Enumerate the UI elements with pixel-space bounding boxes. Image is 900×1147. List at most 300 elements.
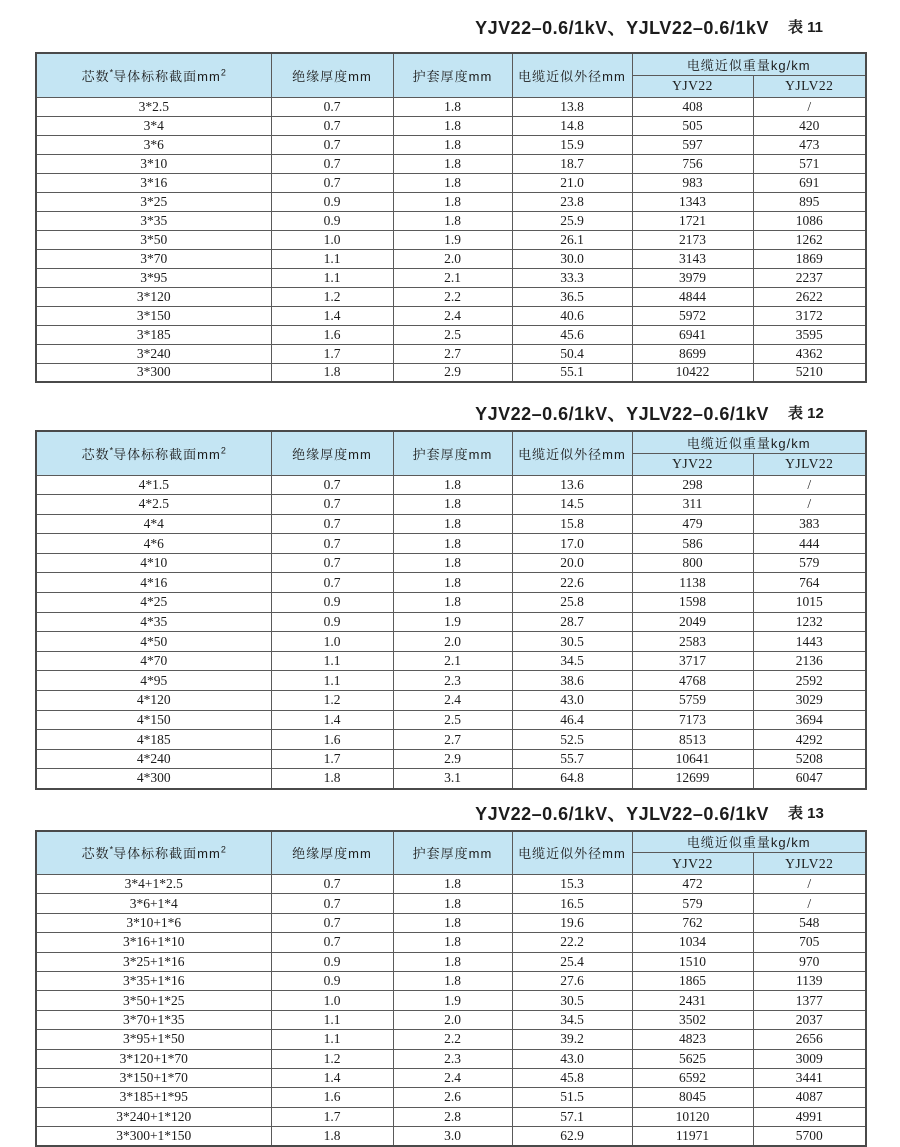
table-row: [36, 154, 866, 173]
table-cell: 764: [753, 573, 866, 593]
table-cell: 0.7: [271, 495, 393, 515]
table-section-13: [0, 800, 900, 1147]
table-cell: /: [753, 875, 866, 894]
table-cell: 3*35+1*16: [36, 971, 271, 990]
table-cell: 2.0: [393, 632, 512, 652]
table-cell: 3143: [632, 249, 753, 268]
table-row: [36, 1107, 866, 1126]
title-row: [0, 14, 900, 36]
table-cell: 1.2: [271, 691, 393, 711]
table-cell: 0.7: [271, 534, 393, 554]
table-row: [36, 135, 866, 154]
table-row: [36, 1030, 866, 1049]
table-cell: 27.6: [512, 971, 632, 990]
table-cell: 420: [753, 116, 866, 135]
table-cell: 0.7: [271, 553, 393, 573]
table-cell: 10120: [632, 1107, 753, 1126]
header-yjlv22: YJLV22: [753, 853, 866, 875]
table-cell: 3*25: [36, 192, 271, 211]
table-cell: 17.0: [512, 534, 632, 554]
table-cell: 383: [753, 514, 866, 534]
table-row: [36, 1049, 866, 1068]
table-cell: 1.6: [271, 730, 393, 750]
table-row: [36, 913, 866, 932]
table-cell: 3502: [632, 1010, 753, 1029]
table-cell: 2.7: [393, 730, 512, 750]
table-cell: 4*2.5: [36, 495, 271, 515]
table-row: [36, 671, 866, 691]
table-cell: 2.7: [393, 344, 512, 363]
table-cell: 45.6: [512, 325, 632, 344]
table-row: [36, 192, 866, 211]
table-cell: 0.9: [271, 971, 393, 990]
table-cell: 8045: [632, 1088, 753, 1107]
table-cell: 3*16+1*10: [36, 933, 271, 952]
table-cell: 0.7: [271, 116, 393, 135]
table-cell: 4*10: [36, 553, 271, 573]
table-row: [36, 749, 866, 769]
table-cell: 13.6: [512, 475, 632, 495]
table-cell: 1015: [753, 593, 866, 613]
table-cell: 34.5: [512, 1010, 632, 1029]
table-cell: 1.8: [393, 97, 512, 116]
table-cell: 2.3: [393, 1049, 512, 1068]
table-cell: 0.7: [271, 894, 393, 913]
table-cell: /: [753, 894, 866, 913]
table-row: [36, 344, 866, 363]
table-cell: 1.8: [393, 514, 512, 534]
table-cell: 0.9: [271, 952, 393, 971]
table-cell: 1.0: [271, 991, 393, 1010]
table-cell: 1.7: [271, 344, 393, 363]
table-cell: 3*185+1*95: [36, 1088, 271, 1107]
table-cell: 1.8: [393, 553, 512, 573]
table-cell: 18.7: [512, 154, 632, 173]
table-cell: 0.7: [271, 875, 393, 894]
table-cell: 579: [753, 553, 866, 573]
table-cell: 3694: [753, 710, 866, 730]
table-cell: 597: [632, 135, 753, 154]
table-row: [36, 991, 866, 1010]
table-row: [36, 249, 866, 268]
table-cell: 762: [632, 913, 753, 932]
table-cell: 3*95+1*50: [36, 1030, 271, 1049]
table-cell: 4*185: [36, 730, 271, 750]
table-cell: 1.1: [271, 651, 393, 671]
cable-spec-table-13: [35, 830, 867, 1147]
table-cell: 691: [753, 173, 866, 192]
table-cell: 55.1: [512, 363, 632, 382]
table-cell: 1.8: [393, 173, 512, 192]
table-cell: 479: [632, 514, 753, 534]
table-cell: 5210: [753, 363, 866, 382]
table-cell: 21.0: [512, 173, 632, 192]
table-cell: 46.4: [512, 710, 632, 730]
table-row: [36, 173, 866, 192]
table-cell: 3*120+1*70: [36, 1049, 271, 1068]
table-cell: 298: [632, 475, 753, 495]
table-cell: 57.1: [512, 1107, 632, 1126]
table-cell: 4*95: [36, 671, 271, 691]
table-cell: 756: [632, 154, 753, 173]
table-cell: 10641: [632, 749, 753, 769]
table-cell: 3*240+1*120: [36, 1107, 271, 1126]
table-row: [36, 116, 866, 135]
table-cell: 1598: [632, 593, 753, 613]
table-cell: 0.9: [271, 593, 393, 613]
header-weight-group: 电缆近似重量kg/km: [632, 431, 866, 453]
table-cell: 4362: [753, 344, 866, 363]
table-cell: 3*240: [36, 344, 271, 363]
table-cell: 1.8: [393, 971, 512, 990]
table-cell: 3*25+1*16: [36, 952, 271, 971]
table-cell: 571: [753, 154, 866, 173]
table-cell: 0.7: [271, 514, 393, 534]
table-cell: 43.0: [512, 691, 632, 711]
table-row: [36, 952, 866, 971]
table-cell: 6047: [753, 769, 866, 789]
table-cell: 1721: [632, 211, 753, 230]
table-cell: 1443: [753, 632, 866, 652]
table-cell: 1.2: [271, 287, 393, 306]
page-title: YJV22–0.6/1kV、YJLV22–0.6/1kV: [475, 803, 769, 824]
header-weight-group: 电缆近似重量kg/km: [632, 831, 866, 853]
table-cell: 3*185: [36, 325, 271, 344]
table-cell: 5625: [632, 1049, 753, 1068]
table-row: [36, 475, 866, 495]
table-cell: 2656: [753, 1030, 866, 1049]
table-cell: 1.8: [393, 593, 512, 613]
table-row: [36, 730, 866, 750]
table-cell: 4844: [632, 287, 753, 306]
table-cell: 800: [632, 553, 753, 573]
table-cell: 1262: [753, 230, 866, 249]
table-cell: 51.5: [512, 1088, 632, 1107]
table-cell: 1.8: [393, 573, 512, 593]
table-cell: 5208: [753, 749, 866, 769]
table-row: [36, 769, 866, 789]
table-cell: 50.4: [512, 344, 632, 363]
table-cell: 2.1: [393, 268, 512, 287]
table-row: [36, 593, 866, 613]
table-cell: 6941: [632, 325, 753, 344]
header-core-section: 芯数*导体标称截面$mm^2$: [36, 831, 271, 875]
table-cell: 1.1: [271, 671, 393, 691]
table-cell: 5759: [632, 691, 753, 711]
table-cell: 705: [753, 933, 866, 952]
table-row: [36, 534, 866, 554]
table-cell: 5972: [632, 306, 753, 325]
table-cell: 3*150+1*70: [36, 1068, 271, 1087]
table-cell: 55.7: [512, 749, 632, 769]
header-yjlv22: YJLV22: [753, 453, 866, 475]
table-cell: 2.5: [393, 710, 512, 730]
table-cell: 1.0: [271, 632, 393, 652]
table-cell: 13.8: [512, 97, 632, 116]
table-cell: 1.6: [271, 325, 393, 344]
table-cell: 3*35: [36, 211, 271, 230]
table-cell: 1.1: [271, 1010, 393, 1029]
table-row: [36, 875, 866, 894]
table-cell: 3*6: [36, 135, 271, 154]
header-yjlv22: YJLV22: [753, 75, 866, 97]
table-cell: 1.8: [393, 135, 512, 154]
table-cell: 3*2.5: [36, 97, 271, 116]
table-cell: 3009: [753, 1049, 866, 1068]
table-cell: 3*10: [36, 154, 271, 173]
table-cell: 0.7: [271, 173, 393, 192]
table-cell: 1.4: [271, 710, 393, 730]
table-cell: 4768: [632, 671, 753, 691]
table-cell: 1.0: [271, 230, 393, 249]
table-cell: 1.6: [271, 1088, 393, 1107]
table-cell: 39.2: [512, 1030, 632, 1049]
table-cell: 1.1: [271, 268, 393, 287]
table-cell: 3*300: [36, 363, 271, 382]
table-cell: 8699: [632, 344, 753, 363]
table-cell: 1.4: [271, 306, 393, 325]
table-row: [36, 97, 866, 116]
table-row: [36, 1068, 866, 1087]
table-row: [36, 1010, 866, 1029]
header-yjv22: YJV22: [632, 75, 753, 97]
table-cell: 14.8: [512, 116, 632, 135]
table-cell: 1.8: [393, 894, 512, 913]
table-cell: 579: [632, 894, 753, 913]
table-cell: 2592: [753, 671, 866, 691]
table-cell: 2.4: [393, 306, 512, 325]
header-sheath-thickness: 护套厚度mm: [393, 831, 512, 875]
table-cell: 2431: [632, 991, 753, 1010]
table-cell: 2.4: [393, 1068, 512, 1087]
table-cell: 2.0: [393, 1010, 512, 1029]
table-cell: 0.9: [271, 192, 393, 211]
table-cell: 1.7: [271, 749, 393, 769]
table-section-12: [0, 400, 900, 790]
table-cell: 0.7: [271, 573, 393, 593]
table-body: [36, 875, 866, 1146]
table-cell: 4*6: [36, 534, 271, 554]
table-cell: 0.9: [271, 211, 393, 230]
table-cell: 2622: [753, 287, 866, 306]
table-cell: 2.2: [393, 1030, 512, 1049]
table-row: [36, 211, 866, 230]
table-cell: 1034: [632, 933, 753, 952]
table-cell: 45.8: [512, 1068, 632, 1087]
table-cell: 3.1: [393, 769, 512, 789]
table-cell: 3*4: [36, 116, 271, 135]
table-row: [36, 268, 866, 287]
table-cell: 1.8: [393, 211, 512, 230]
table-cell: 4*120: [36, 691, 271, 711]
table-cell: 3*150: [36, 306, 271, 325]
table-section-11: [0, 14, 900, 383]
table-cell: 3*70+1*35: [36, 1010, 271, 1029]
table-cell: 3595: [753, 325, 866, 344]
table-cell: 0.7: [271, 135, 393, 154]
table-cell: 983: [632, 173, 753, 192]
table-cell: 25.4: [512, 952, 632, 971]
table-row: [36, 363, 866, 382]
table-cell: 1869: [753, 249, 866, 268]
table-cell: 3*95: [36, 268, 271, 287]
table-cell: 1.9: [393, 612, 512, 632]
table-cell: 3*6+1*4: [36, 894, 271, 913]
table-cell: 3*50+1*25: [36, 991, 271, 1010]
table-cell: 64.8: [512, 769, 632, 789]
header-yjv22: YJV22: [632, 853, 753, 875]
table-cell: 14.5: [512, 495, 632, 515]
table-cell: 5700: [753, 1127, 866, 1146]
table-cell: 30.5: [512, 632, 632, 652]
table-cell: 1139: [753, 971, 866, 990]
table-cell: 2.9: [393, 363, 512, 382]
table-cell: 43.0: [512, 1049, 632, 1068]
table-cell: /: [753, 97, 866, 116]
table-cell: 3*16: [36, 173, 271, 192]
table-body: [36, 475, 866, 789]
table-cell: 1.4: [271, 1068, 393, 1087]
cable-spec-table-12: [35, 430, 867, 790]
table-cell: 505: [632, 116, 753, 135]
table-cell: 473: [753, 135, 866, 154]
table-header: [36, 431, 866, 475]
table-cell: 4*35: [36, 612, 271, 632]
header-insulation-thickness: 绝缘厚度mm: [271, 53, 393, 97]
title-row: [0, 400, 900, 422]
table-cell: 0.7: [271, 97, 393, 116]
table-cell: 4*16: [36, 573, 271, 593]
header-yjv22: YJV22: [632, 453, 753, 475]
table-cell: 1865: [632, 971, 753, 990]
table-cell: 1.8: [271, 363, 393, 382]
table-cell: 1.8: [393, 116, 512, 135]
table-cell: 1.8: [393, 475, 512, 495]
header-outer-diameter: 电缆近似外径mm: [512, 831, 632, 875]
table-cell: 0.7: [271, 154, 393, 173]
table-cell: 4292: [753, 730, 866, 750]
header-insulation-thickness: 绝缘厚度mm: [271, 831, 393, 875]
table-row: [36, 306, 866, 325]
table-cell: 548: [753, 913, 866, 932]
table-cell: 1377: [753, 991, 866, 1010]
table-cell: 3*10+1*6: [36, 913, 271, 932]
table-cell: 3.0: [393, 1127, 512, 1146]
table-cell: 408: [632, 97, 753, 116]
table-cell: 12699: [632, 769, 753, 789]
table-cell: 62.9: [512, 1127, 632, 1146]
table-cell: 2.2: [393, 287, 512, 306]
table-cell: 25.8: [512, 593, 632, 613]
table-cell: 22.2: [512, 933, 632, 952]
table-cell: 895: [753, 192, 866, 211]
table-cell: 1086: [753, 211, 866, 230]
title-row: [0, 800, 900, 822]
table-cell: 4*50: [36, 632, 271, 652]
page-title: YJV22–0.6/1kV、YJLV22–0.6/1kV: [475, 404, 769, 424]
table-cell: 1232: [753, 612, 866, 632]
table-cell: 23.8: [512, 192, 632, 211]
table-cell: 2.6: [393, 1088, 512, 1107]
table-cell: 30.0: [512, 249, 632, 268]
table-cell: 15.9: [512, 135, 632, 154]
table-cell: 0.9: [271, 612, 393, 632]
table-cell: 2136: [753, 651, 866, 671]
page-title: YJV22–0.6/1kV、YJLV22–0.6/1kV: [475, 18, 769, 38]
table-cell: 2.5: [393, 325, 512, 344]
table-cell: 2049: [632, 612, 753, 632]
table-cell: 38.6: [512, 671, 632, 691]
table-cell: 4*300: [36, 769, 271, 789]
table-cell: 4*4: [36, 514, 271, 534]
table-cell: 1.8: [393, 495, 512, 515]
table-cell: 4*150: [36, 710, 271, 730]
table-cell: 3717: [632, 651, 753, 671]
table-cell: 8513: [632, 730, 753, 750]
table-row: [36, 710, 866, 730]
table-cell: 1.8: [393, 875, 512, 894]
table-cell: 3979: [632, 268, 753, 287]
table-cell: 3*70: [36, 249, 271, 268]
table-number-badge: 表 11: [788, 19, 824, 36]
table-header: [36, 53, 866, 97]
table-cell: 33.3: [512, 268, 632, 287]
table-cell: 0.7: [271, 913, 393, 932]
table-row: [36, 1088, 866, 1107]
table-cell: 4*1.5: [36, 475, 271, 495]
table-cell: 1.8: [393, 154, 512, 173]
table-row: [36, 514, 866, 534]
table-cell: 28.7: [512, 612, 632, 632]
header-weight-group: 电缆近似重量kg/km: [632, 53, 866, 75]
table-cell: 970: [753, 952, 866, 971]
table-cell: 19.6: [512, 913, 632, 932]
table-cell: 0.7: [271, 933, 393, 952]
table-cell: 3441: [753, 1068, 866, 1087]
table-cell: 3172: [753, 306, 866, 325]
table-cell: /: [753, 495, 866, 515]
table-cell: 30.5: [512, 991, 632, 1010]
table-row: [36, 1127, 866, 1146]
table-cell: /: [753, 475, 866, 495]
header-sheath-thickness: 护套厚度mm: [393, 431, 512, 475]
table-row: [36, 971, 866, 990]
table-cell: 3*120: [36, 287, 271, 306]
table-cell: 2.4: [393, 691, 512, 711]
header-insulation-thickness: 绝缘厚度mm: [271, 431, 393, 475]
table-row: [36, 933, 866, 952]
table-cell: 2173: [632, 230, 753, 249]
table-cell: 2583: [632, 632, 753, 652]
cable-spec-table-11: [35, 52, 867, 383]
table-cell: 22.6: [512, 573, 632, 593]
header-outer-diameter: 电缆近似外径mm: [512, 53, 632, 97]
table-cell: 10422: [632, 363, 753, 382]
table-number-badge: 表 12: [788, 405, 824, 422]
table-cell: 3*50: [36, 230, 271, 249]
table-cell: 444: [753, 534, 866, 554]
header-outer-diameter: 电缆近似外径mm: [512, 431, 632, 475]
table-cell: 1343: [632, 192, 753, 211]
table-row: [36, 691, 866, 711]
table-row: [36, 651, 866, 671]
table-cell: 6592: [632, 1068, 753, 1087]
table-cell: 7173: [632, 710, 753, 730]
header-core-section: 芯数*导体标称截面$mm^2$: [36, 53, 271, 97]
header-sheath-thickness: 护套厚度mm: [393, 53, 512, 97]
table-header: [36, 831, 866, 875]
table-cell: 2.0: [393, 249, 512, 268]
